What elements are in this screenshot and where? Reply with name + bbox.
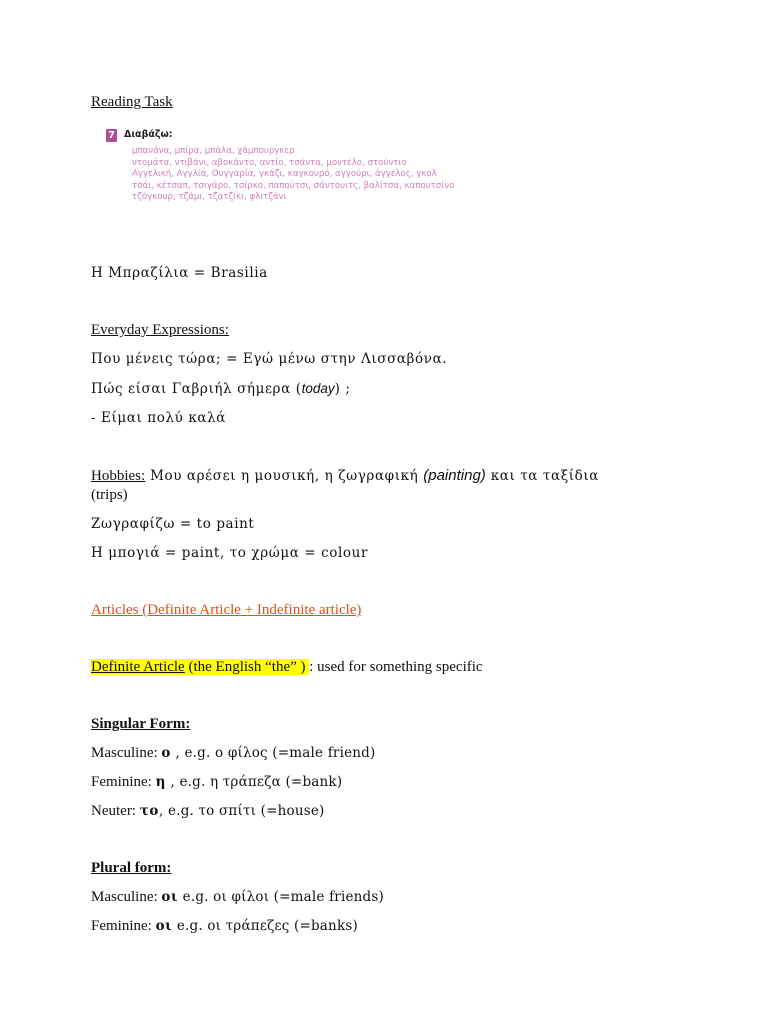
expression-line-2 (91, 379, 651, 399)
article: οι (161, 889, 179, 905)
example: e.g. οι φίλοι (=male friends) (178, 889, 384, 905)
textbook-exercise-image (106, 126, 526, 214)
hobbies-translation: (painting) (423, 467, 486, 484)
reading-task-heading: Reading Task (91, 94, 173, 110)
hobbies-label: Hobbies: (91, 468, 146, 484)
gender-label: Masculine: (91, 889, 162, 905)
expression-text: Πώς είσαι Γαβριήλ σήμερα ( (91, 381, 302, 397)
articles-heading: Articles (Definite Article + Indefinite article) (91, 602, 362, 618)
gender-label: Neuter: (91, 803, 140, 819)
expression-line-1: Που μένεις τώρα; = Εγώ μένω στην Λισσαβόνα. (91, 351, 448, 367)
word-line: τσάι, κέτσαπ, τσιγάρο, τσίρκο, παπούτσι, σάντουιτς, βαλίτσα, καπουτσίνο (132, 180, 455, 191)
exercise-number-badge: 7 (106, 129, 117, 142)
definite-article-line (91, 658, 651, 677)
gender-label: Feminine: (91, 774, 156, 790)
article: η (155, 774, 166, 790)
plural-row (91, 888, 651, 907)
definite-article-paren: (the English “the” ) (184, 659, 310, 675)
hobbies-line-3: Η μπογιά = paint, το χρώμα = colour (91, 545, 368, 561)
expression-text: ) ; (334, 381, 351, 397)
singular-row (91, 744, 651, 763)
example: e.g. οι τράπεζες (=banks) (172, 918, 358, 934)
article: το (139, 803, 160, 819)
plural-row (91, 917, 651, 936)
plural-form-heading: Plural form: (91, 860, 172, 876)
exercise-title: Διαβάζω: (124, 129, 173, 140)
word-line: μπανάνα, μπίρα, μπάλα, χάμπουργκερ (132, 146, 295, 156)
singular-row (91, 802, 651, 821)
definite-article-description: : used for something specific (309, 659, 483, 675)
example: , e.g. το σπίτι (=house) (159, 803, 325, 819)
exercise-word-list (132, 146, 462, 204)
document-page (91, 93, 651, 936)
hobbies-line (91, 466, 651, 486)
article: οι (155, 918, 173, 934)
singular-form-heading: Singular Form: (91, 716, 191, 732)
hobbies-trips: (trips) (91, 487, 128, 503)
word-line: ντομάτα, ντιβάνι, αβοκάντο, αντίο, τσάντα, μοντέλο, στούντιο (132, 157, 407, 168)
hobbies-line-2: Ζωγραφίζω = to paint (91, 516, 255, 532)
singular-row (91, 773, 651, 792)
definite-article-label: Definite Article (91, 659, 185, 675)
example: , e.g. η τράπεζα (=bank) (166, 774, 343, 790)
expression-line-3: - Είμαι πολύ καλά (91, 410, 226, 426)
gender-label: Feminine: (91, 918, 156, 934)
brasilia-line: Η Μπραζίλια = Brasilia (91, 265, 268, 281)
hobbies-text: Μου αρέσει η μουσική, η ζωγραφική (145, 468, 424, 484)
word-line: Αγγελική, Αγγλία, Ουγγαρία, γκάζι, καγκουρό, αγγούρι, άγγελος, γκολ (132, 169, 437, 179)
expression-translation: today (301, 381, 335, 396)
hobbies-text: και τα ταξίδια (485, 468, 599, 484)
gender-label: Masculine: (91, 745, 162, 761)
example: , e.g. ο φίλος (=male friend) (171, 745, 376, 761)
word-line: τζόγκουρ, τζάμι, τζατζίκι, φλιτζάνι (132, 192, 287, 202)
article: ο (161, 745, 172, 761)
everyday-expressions-heading: Everyday Expressions: (91, 322, 229, 338)
